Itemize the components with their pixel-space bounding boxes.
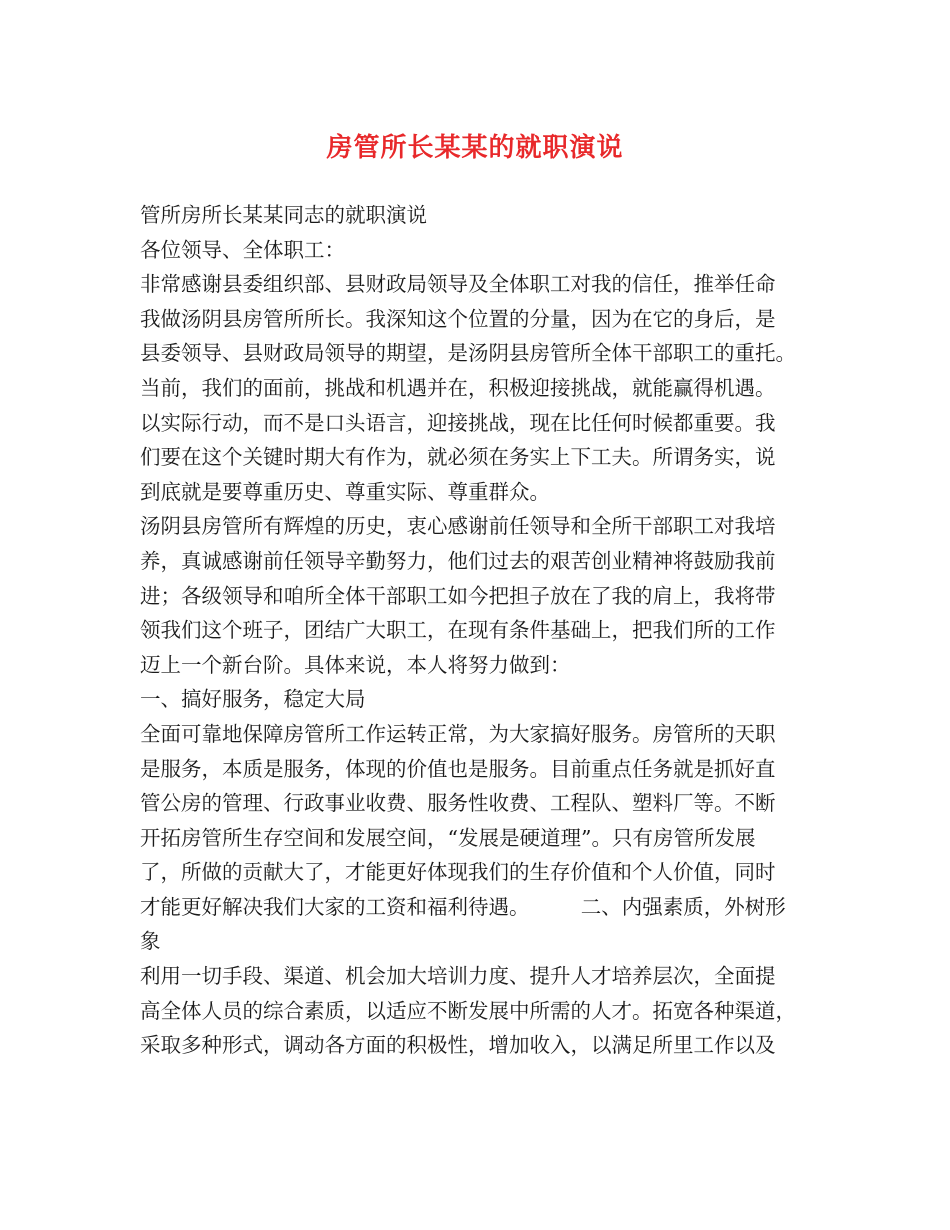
text-line: 管所房所长某某同志的就职演说: [140, 203, 427, 227]
text-line: 迈上一个新台阶。具体来说，本人将努力做到：: [140, 652, 571, 677]
text-line: 到底就是要尊重历史、尊重实际、尊重群众。: [140, 479, 550, 504]
text-line: 进；各级领导和咱所全体干部职工如今把担子放在了我的肩上，我将带: [140, 583, 776, 608]
text-line: 当前，我们的面前，挑战和机遇并在，积极迎接挑战，就能赢得机遇。: [140, 375, 776, 400]
text-line: 一、搞好服务，稳定大局: [140, 687, 366, 712]
text-line: 以实际行动，而不是口头语言，迎接挑战，现在比任何时候都重要。我: [140, 410, 776, 435]
text-line: 开拓房管所生存空间和发展空间，“发展是硬道理”。只有房管所发展: [140, 825, 756, 850]
text-line: 才能更好解决我们大家的工资和福利待遇。 二、内强素质，外树形: [140, 894, 786, 919]
text-line: 高全体人员的综合素质，以适应不断发展中所需的人才。拓宽各种渠道，: [140, 998, 796, 1023]
text-line: 领我们这个班子，团结广大职工，在现有条件基础上，把我们所的工作: [140, 618, 776, 643]
text-line: 各位领导、全体职工：: [140, 237, 345, 262]
text-line: 我做汤阴县房管所所长。我深知这个位置的分量，因为在它的身后，是: [140, 306, 776, 331]
text-line: 利用一切手段、渠道、机会加大培训力度、提升人才培养层次，全面提: [140, 964, 776, 989]
document-title: 房管所长某某的就职演说: [326, 133, 624, 163]
text-line: 全面可靠地保障房管所工作运转正常，为大家搞好服务。房管所的天职: [140, 721, 776, 746]
text-line: 采取多种形式，调动各方面的积极性，增加收入，以满足所里工作以及: [140, 1033, 776, 1058]
text-line: 管公房的管理、行政事业收费、服务性收费、工程队、塑料厂等。不断: [140, 791, 776, 816]
text-line: 县委领导、县财政局领导的期望，是汤阴县房管所全体干部职工的重托。: [140, 341, 796, 366]
text-line: 非常感谢县委组织部、县财政局领导及全体职工对我的信任，推举任命: [140, 272, 776, 297]
text-line: 汤阴县房管所有辉煌的历史，衷心感谢前任领导和全所干部职工对我培: [140, 514, 776, 539]
text-line: 是服务，本质是服务，体现的价值也是服务。目前重点任务就是抓好直: [140, 756, 776, 781]
text-line: 们要在这个关键时期大有作为，就必须在务实上下工夫。所谓务实，说: [140, 445, 776, 470]
text-line: 养，真诚感谢前任领导辛勤努力，他们过去的艰苦创业精神将鼓励我前: [140, 548, 776, 573]
text-line: 了，所做的贡献大了，才能更好体现我们的生存价值和个人价值，同时: [140, 860, 776, 885]
text-line: 象: [140, 929, 161, 954]
document-body: [140, 198, 820, 1063]
